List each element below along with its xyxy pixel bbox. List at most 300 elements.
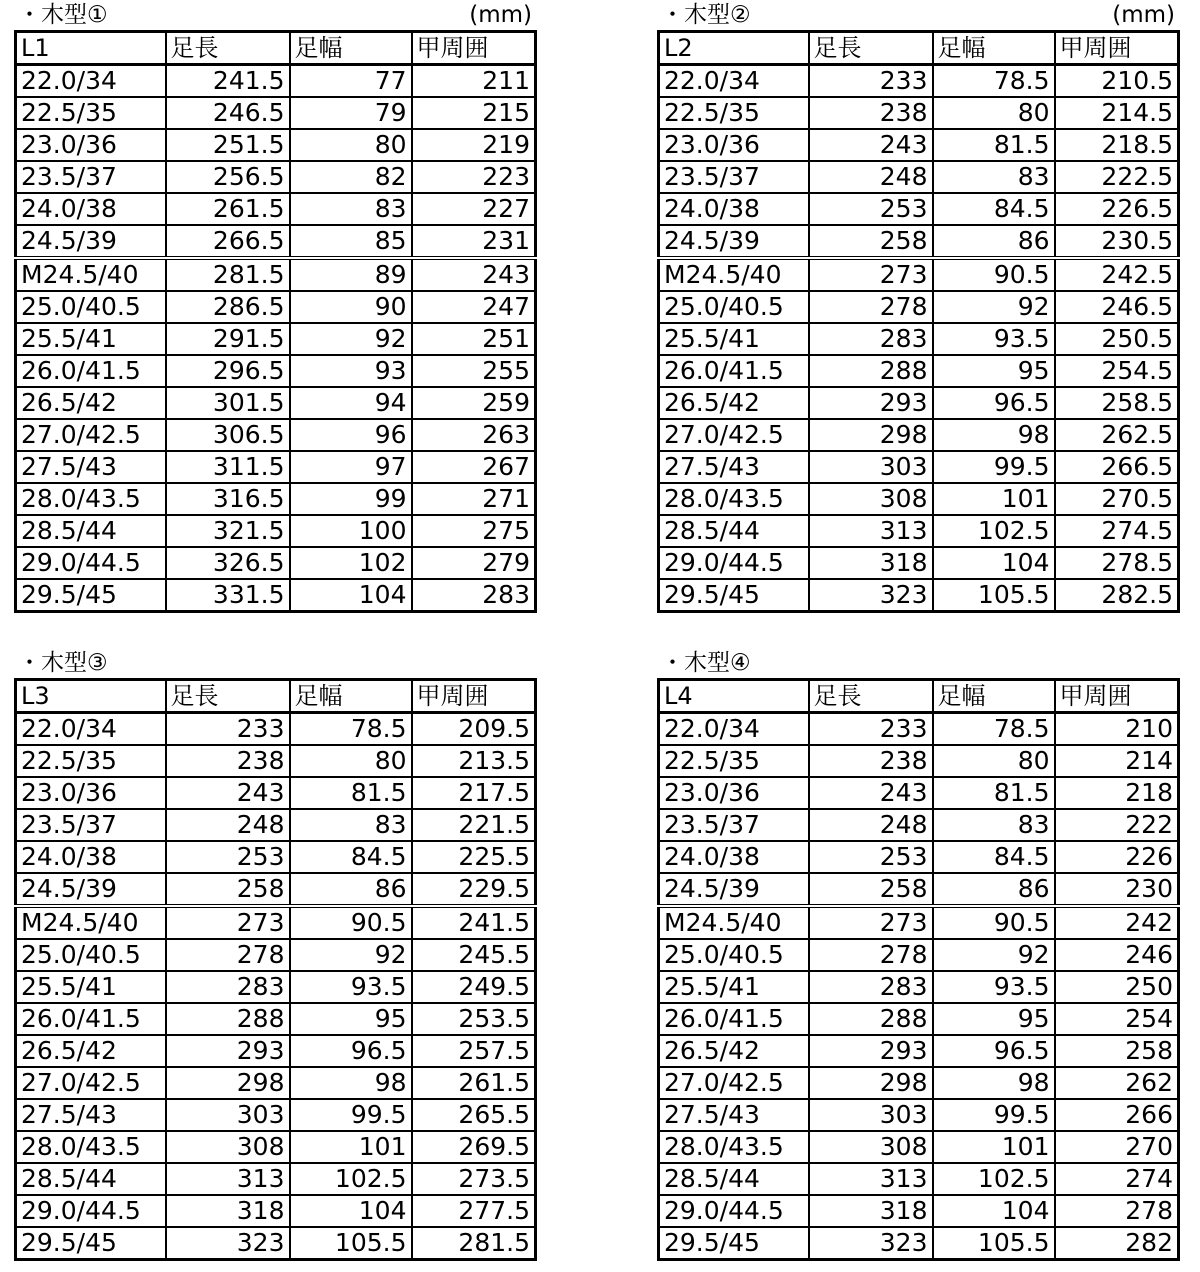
foot-length-cell: 256.5 (166, 161, 290, 193)
size-cell: 22.5/35 (659, 745, 809, 777)
table-row (16, 1163, 536, 1195)
foot-length-cell: 313 (166, 1163, 290, 1195)
size-cell: 26.5/42 (659, 387, 809, 419)
foot-length-cell: 303 (166, 1099, 290, 1131)
size-cell: 26.5/42 (659, 1035, 809, 1067)
unit-label: (mm) (1112, 2, 1175, 28)
header-row (16, 32, 536, 65)
table-row (16, 225, 536, 258)
table-row (659, 906, 1179, 939)
table-row (16, 97, 536, 129)
header-row (16, 680, 536, 713)
foot-width-cell: 97 (290, 451, 412, 483)
instep-girth-cell: 225.5 (412, 841, 536, 873)
foot-width-cell: 90 (290, 291, 412, 323)
instep-girth-cell: 262 (1055, 1067, 1179, 1099)
instep-girth-cell: 273.5 (412, 1163, 536, 1195)
table-row (659, 161, 1179, 193)
instep-girth-cell: 254.5 (1055, 355, 1179, 387)
table-row (16, 547, 536, 579)
foot-width-cell: 83 (933, 809, 1055, 841)
foot-width-cell: 78.5 (933, 65, 1055, 98)
foot-length-cell: 293 (809, 387, 933, 419)
instep-girth-cell: 271 (412, 483, 536, 515)
foot-length-cell: 298 (809, 1067, 933, 1099)
foot-width-header: 足幅 (933, 32, 1055, 65)
table-row (659, 483, 1179, 515)
foot-width-cell: 92 (290, 323, 412, 355)
instep-girth-header: 甲周囲 (412, 680, 536, 713)
foot-length-cell: 238 (166, 745, 290, 777)
table-row (659, 258, 1179, 291)
foot-length-cell: 323 (166, 1227, 290, 1260)
instep-girth-cell: 230 (1055, 873, 1179, 906)
table-title-row (14, 648, 538, 678)
foot-length-cell: 286.5 (166, 291, 290, 323)
table-row (16, 971, 536, 1003)
table-row (659, 193, 1179, 225)
table-row (16, 1067, 536, 1099)
instep-girth-cell: 261.5 (412, 1067, 536, 1099)
instep-girth-cell: 274.5 (1055, 515, 1179, 547)
size-cell: 26.0/41.5 (16, 355, 166, 387)
last-code-header: L2 (659, 32, 809, 65)
size-cell: 24.0/38 (16, 193, 166, 225)
foot-width-cell: 101 (290, 1131, 412, 1163)
foot-width-cell: 102.5 (933, 515, 1055, 547)
foot-length-cell: 288 (809, 355, 933, 387)
foot-length-cell: 243 (809, 777, 933, 809)
size-cell: 23.0/36 (16, 777, 166, 809)
size-cell: 27.5/43 (16, 451, 166, 483)
foot-width-cell: 92 (933, 939, 1055, 971)
foot-width-cell: 92 (290, 939, 412, 971)
foot-width-cell: 95 (290, 1003, 412, 1035)
foot-length-cell: 281.5 (166, 258, 290, 291)
instep-girth-cell: 267 (412, 451, 536, 483)
size-cell: 26.5/42 (16, 1035, 166, 1067)
foot-width-header: 足幅 (290, 680, 412, 713)
table-row (659, 355, 1179, 387)
foot-length-cell: 258 (809, 225, 933, 258)
size-cell: 23.5/37 (16, 809, 166, 841)
foot-width-cell: 84.5 (290, 841, 412, 873)
foot-width-cell: 95 (933, 355, 1055, 387)
instep-girth-cell: 254 (1055, 1003, 1179, 1035)
foot-length-cell: 278 (166, 939, 290, 971)
size-cell: 26.0/41.5 (659, 355, 809, 387)
instep-girth-cell: 218 (1055, 777, 1179, 809)
instep-girth-cell: 270.5 (1055, 483, 1179, 515)
size-table (14, 678, 537, 1261)
instep-girth-cell: 258 (1055, 1035, 1179, 1067)
size-cell: 27.0/42.5 (16, 419, 166, 451)
size-cell: M24.5/40 (659, 906, 809, 939)
table-row (16, 515, 536, 547)
instep-girth-cell: 263 (412, 419, 536, 451)
table-row (659, 777, 1179, 809)
instep-girth-cell: 229.5 (412, 873, 536, 906)
foot-length-cell: 298 (809, 419, 933, 451)
foot-width-cell: 104 (933, 547, 1055, 579)
table-row (659, 713, 1179, 746)
size-cell: 25.5/41 (16, 323, 166, 355)
table-row (659, 1131, 1179, 1163)
size-cell: 23.0/36 (659, 777, 809, 809)
last-table-block-3 (14, 648, 538, 1261)
foot-length-cell: 243 (166, 777, 290, 809)
foot-length-cell: 278 (809, 939, 933, 971)
foot-length-cell: 323 (809, 579, 933, 612)
foot-length-cell: 248 (809, 809, 933, 841)
last-table-block-2 (657, 0, 1181, 613)
foot-length-cell: 288 (809, 1003, 933, 1035)
instep-girth-cell: 266 (1055, 1099, 1179, 1131)
foot-length-cell: 293 (809, 1035, 933, 1067)
foot-length-header: 足長 (166, 32, 290, 65)
size-cell: 22.5/35 (16, 745, 166, 777)
table-row (659, 809, 1179, 841)
size-cell: 24.5/39 (16, 225, 166, 258)
table-row (659, 129, 1179, 161)
size-table (657, 30, 1180, 613)
table-row (659, 97, 1179, 129)
size-cell: 28.5/44 (16, 515, 166, 547)
table-row (16, 1035, 536, 1067)
foot-width-header: 足幅 (933, 680, 1055, 713)
instep-girth-cell: 223 (412, 161, 536, 193)
size-cell: 23.5/37 (659, 809, 809, 841)
foot-width-cell: 93.5 (933, 971, 1055, 1003)
foot-width-cell: 104 (290, 1195, 412, 1227)
size-cell: 22.0/34 (659, 713, 809, 746)
foot-width-cell: 78.5 (290, 713, 412, 746)
foot-width-cell: 96.5 (933, 1035, 1055, 1067)
foot-width-cell: 79 (290, 97, 412, 129)
instep-girth-cell: 213.5 (412, 745, 536, 777)
instep-girth-cell: 250 (1055, 971, 1179, 1003)
foot-length-cell: 283 (166, 971, 290, 1003)
table-title-row (14, 0, 538, 30)
table-row (659, 1163, 1179, 1195)
foot-length-cell: 291.5 (166, 323, 290, 355)
foot-width-cell: 90.5 (933, 906, 1055, 939)
size-table (14, 30, 537, 613)
table-row (16, 579, 536, 612)
foot-width-cell: 93 (290, 355, 412, 387)
size-cell: 27.5/43 (16, 1099, 166, 1131)
foot-width-cell: 98 (290, 1067, 412, 1099)
size-cell: 23.5/37 (16, 161, 166, 193)
foot-width-cell: 98 (933, 1067, 1055, 1099)
table-row (659, 323, 1179, 355)
instep-girth-cell: 278 (1055, 1195, 1179, 1227)
foot-length-cell: 248 (809, 161, 933, 193)
foot-width-cell: 96.5 (933, 387, 1055, 419)
foot-length-cell: 311.5 (166, 451, 290, 483)
table-row (659, 841, 1179, 873)
table-row (659, 1003, 1179, 1035)
foot-length-cell: 321.5 (166, 515, 290, 547)
instep-girth-cell: 278.5 (1055, 547, 1179, 579)
foot-width-cell: 90.5 (933, 258, 1055, 291)
foot-width-cell: 95 (933, 1003, 1055, 1035)
foot-length-cell: 298 (166, 1067, 290, 1099)
instep-girth-cell: 262.5 (1055, 419, 1179, 451)
foot-width-cell: 86 (933, 225, 1055, 258)
foot-width-cell: 83 (290, 809, 412, 841)
table-row (16, 745, 536, 777)
size-cell: 29.5/45 (659, 1227, 809, 1260)
size-cell: 25.0/40.5 (659, 939, 809, 971)
size-cell: 25.5/41 (659, 323, 809, 355)
foot-length-cell: 313 (809, 515, 933, 547)
instep-girth-cell: 281.5 (412, 1227, 536, 1260)
instep-girth-cell: 219 (412, 129, 536, 161)
instep-girth-cell: 253.5 (412, 1003, 536, 1035)
foot-length-cell: 316.5 (166, 483, 290, 515)
foot-length-cell: 283 (809, 323, 933, 355)
foot-length-cell: 308 (166, 1131, 290, 1163)
size-cell: 28.0/43.5 (16, 483, 166, 515)
size-cell: 26.0/41.5 (659, 1003, 809, 1035)
size-cell: 27.0/42.5 (659, 419, 809, 451)
table-row (16, 387, 536, 419)
table-row (659, 65, 1179, 98)
table-row (659, 1099, 1179, 1131)
size-cell: 28.0/43.5 (659, 483, 809, 515)
size-cell: 26.0/41.5 (16, 1003, 166, 1035)
size-cell: 24.0/38 (659, 193, 809, 225)
header-row (659, 32, 1179, 65)
table-row (659, 579, 1179, 612)
instep-girth-cell: 274 (1055, 1163, 1179, 1195)
foot-length-cell: 308 (809, 483, 933, 515)
foot-width-cell: 83 (290, 193, 412, 225)
size-cell: 27.5/43 (659, 451, 809, 483)
instep-girth-cell: 217.5 (412, 777, 536, 809)
foot-width-cell: 99.5 (933, 451, 1055, 483)
instep-girth-cell: 242 (1055, 906, 1179, 939)
table-row (16, 873, 536, 906)
size-cell: 22.5/35 (659, 97, 809, 129)
instep-girth-cell: 255 (412, 355, 536, 387)
instep-girth-cell: 250.5 (1055, 323, 1179, 355)
foot-length-header: 足長 (166, 680, 290, 713)
size-cell: 22.5/35 (16, 97, 166, 129)
foot-length-cell: 261.5 (166, 193, 290, 225)
foot-length-cell: 233 (809, 713, 933, 746)
foot-width-cell: 105.5 (933, 1227, 1055, 1260)
table-row (659, 745, 1179, 777)
size-cell: 29.5/45 (16, 579, 166, 612)
foot-length-cell: 258 (809, 873, 933, 906)
table-title-row (657, 648, 1181, 678)
foot-width-cell: 99 (290, 483, 412, 515)
foot-length-cell: 308 (809, 1131, 933, 1163)
foot-length-cell: 241.5 (166, 65, 290, 98)
foot-length-cell: 318 (166, 1195, 290, 1227)
foot-width-cell: 99.5 (290, 1099, 412, 1131)
instep-girth-cell: 210 (1055, 713, 1179, 746)
size-cell: M24.5/40 (659, 258, 809, 291)
foot-width-cell: 84.5 (933, 841, 1055, 873)
foot-width-cell: 104 (290, 579, 412, 612)
table-row (16, 451, 536, 483)
last-code-header: L1 (16, 32, 166, 65)
foot-length-cell: 273 (166, 906, 290, 939)
instep-girth-cell: 243 (412, 258, 536, 291)
last-table-block-4 (657, 648, 1181, 1261)
foot-length-header: 足長 (809, 680, 933, 713)
instep-girth-cell: 241.5 (412, 906, 536, 939)
foot-length-cell: 246.5 (166, 97, 290, 129)
foot-length-cell: 258 (166, 873, 290, 906)
foot-width-cell: 78.5 (933, 713, 1055, 746)
size-cell: 23.0/36 (16, 129, 166, 161)
instep-girth-cell: 226.5 (1055, 193, 1179, 225)
foot-width-cell: 93.5 (933, 323, 1055, 355)
table-row (16, 291, 536, 323)
table-row (16, 1227, 536, 1260)
foot-length-cell: 266.5 (166, 225, 290, 258)
instep-girth-cell: 270 (1055, 1131, 1179, 1163)
foot-width-cell: 101 (933, 483, 1055, 515)
foot-length-cell: 233 (166, 713, 290, 746)
foot-width-cell: 100 (290, 515, 412, 547)
foot-width-cell: 81.5 (933, 777, 1055, 809)
foot-width-cell: 81.5 (290, 777, 412, 809)
foot-width-cell: 101 (933, 1131, 1055, 1163)
table-title: ・木型② (661, 2, 751, 28)
table-row (16, 841, 536, 873)
size-cell: 29.0/44.5 (16, 1195, 166, 1227)
foot-width-cell: 102.5 (933, 1163, 1055, 1195)
instep-girth-cell: 222 (1055, 809, 1179, 841)
size-cell: 28.5/44 (659, 515, 809, 547)
size-cell: 25.0/40.5 (16, 939, 166, 971)
foot-length-cell: 253 (809, 193, 933, 225)
instep-girth-cell: 246 (1055, 939, 1179, 971)
instep-girth-cell: 251 (412, 323, 536, 355)
size-cell: 28.0/43.5 (16, 1131, 166, 1163)
last-code-header: L4 (659, 680, 809, 713)
table-row (16, 1195, 536, 1227)
instep-girth-cell: 226 (1055, 841, 1179, 873)
instep-girth-cell: 210.5 (1055, 65, 1179, 98)
instep-girth-cell: 209.5 (412, 713, 536, 746)
table-row (16, 129, 536, 161)
last-table-block-1 (14, 0, 538, 613)
instep-girth-cell: 211 (412, 65, 536, 98)
table-row (659, 971, 1179, 1003)
foot-length-cell: 326.5 (166, 547, 290, 579)
size-cell: 27.5/43 (659, 1099, 809, 1131)
size-cell: 27.0/42.5 (16, 1067, 166, 1099)
foot-length-cell: 313 (809, 1163, 933, 1195)
size-cell: 24.5/39 (659, 873, 809, 906)
instep-girth-cell: 259 (412, 387, 536, 419)
foot-length-cell: 233 (809, 65, 933, 98)
foot-width-cell: 94 (290, 387, 412, 419)
instep-girth-header: 甲周囲 (1055, 680, 1179, 713)
size-cell: 25.5/41 (16, 971, 166, 1003)
foot-length-cell: 301.5 (166, 387, 290, 419)
table-row (659, 873, 1179, 906)
foot-length-cell: 293 (166, 1035, 290, 1067)
foot-length-cell: 243 (809, 129, 933, 161)
instep-girth-cell: 227 (412, 193, 536, 225)
instep-girth-cell: 230.5 (1055, 225, 1179, 258)
foot-length-cell: 283 (809, 971, 933, 1003)
table-row (659, 1195, 1179, 1227)
table-row (16, 777, 536, 809)
foot-width-cell: 81.5 (933, 129, 1055, 161)
foot-length-cell: 248 (166, 809, 290, 841)
size-cell: 22.0/34 (659, 65, 809, 98)
foot-length-cell: 278 (809, 291, 933, 323)
foot-length-cell: 296.5 (166, 355, 290, 387)
foot-width-cell: 85 (290, 225, 412, 258)
instep-girth-cell: 245.5 (412, 939, 536, 971)
instep-girth-cell: 231 (412, 225, 536, 258)
size-cell: 24.5/39 (659, 225, 809, 258)
foot-width-cell: 98 (933, 419, 1055, 451)
table-row (659, 1067, 1179, 1099)
table-row (659, 1035, 1179, 1067)
table-row (16, 1131, 536, 1163)
foot-width-cell: 96.5 (290, 1035, 412, 1067)
size-cell: 29.0/44.5 (659, 1195, 809, 1227)
size-cell: 25.0/40.5 (659, 291, 809, 323)
table-title: ・木型① (18, 2, 108, 28)
table-row (16, 1003, 536, 1035)
foot-width-cell: 84.5 (933, 193, 1055, 225)
unit-label: (mm) (469, 2, 532, 28)
instep-girth-cell: 247 (412, 291, 536, 323)
instep-girth-cell: 242.5 (1055, 258, 1179, 291)
instep-girth-cell: 282.5 (1055, 579, 1179, 612)
foot-length-cell: 306.5 (166, 419, 290, 451)
size-cell: 29.5/45 (16, 1227, 166, 1260)
instep-girth-cell: 214.5 (1055, 97, 1179, 129)
foot-length-cell: 253 (809, 841, 933, 873)
foot-length-cell: 253 (166, 841, 290, 873)
instep-girth-header: 甲周囲 (1055, 32, 1179, 65)
table-row (659, 939, 1179, 971)
foot-length-cell: 323 (809, 1227, 933, 1260)
instep-girth-cell: 214 (1055, 745, 1179, 777)
table-row (659, 291, 1179, 323)
table-row (16, 939, 536, 971)
instep-girth-cell: 279 (412, 547, 536, 579)
foot-width-cell: 80 (933, 97, 1055, 129)
instep-girth-cell: 222.5 (1055, 161, 1179, 193)
foot-length-cell: 303 (809, 451, 933, 483)
foot-width-cell: 104 (933, 1195, 1055, 1227)
table-row (659, 419, 1179, 451)
size-cell: M24.5/40 (16, 258, 166, 291)
foot-width-cell: 89 (290, 258, 412, 291)
foot-width-cell: 105.5 (933, 579, 1055, 612)
instep-girth-cell: 218.5 (1055, 129, 1179, 161)
size-cell: 25.5/41 (659, 971, 809, 1003)
table-title-row (657, 0, 1181, 30)
instep-girth-cell: 221.5 (412, 809, 536, 841)
size-cell: 27.0/42.5 (659, 1067, 809, 1099)
foot-width-cell: 92 (933, 291, 1055, 323)
table-row (16, 323, 536, 355)
